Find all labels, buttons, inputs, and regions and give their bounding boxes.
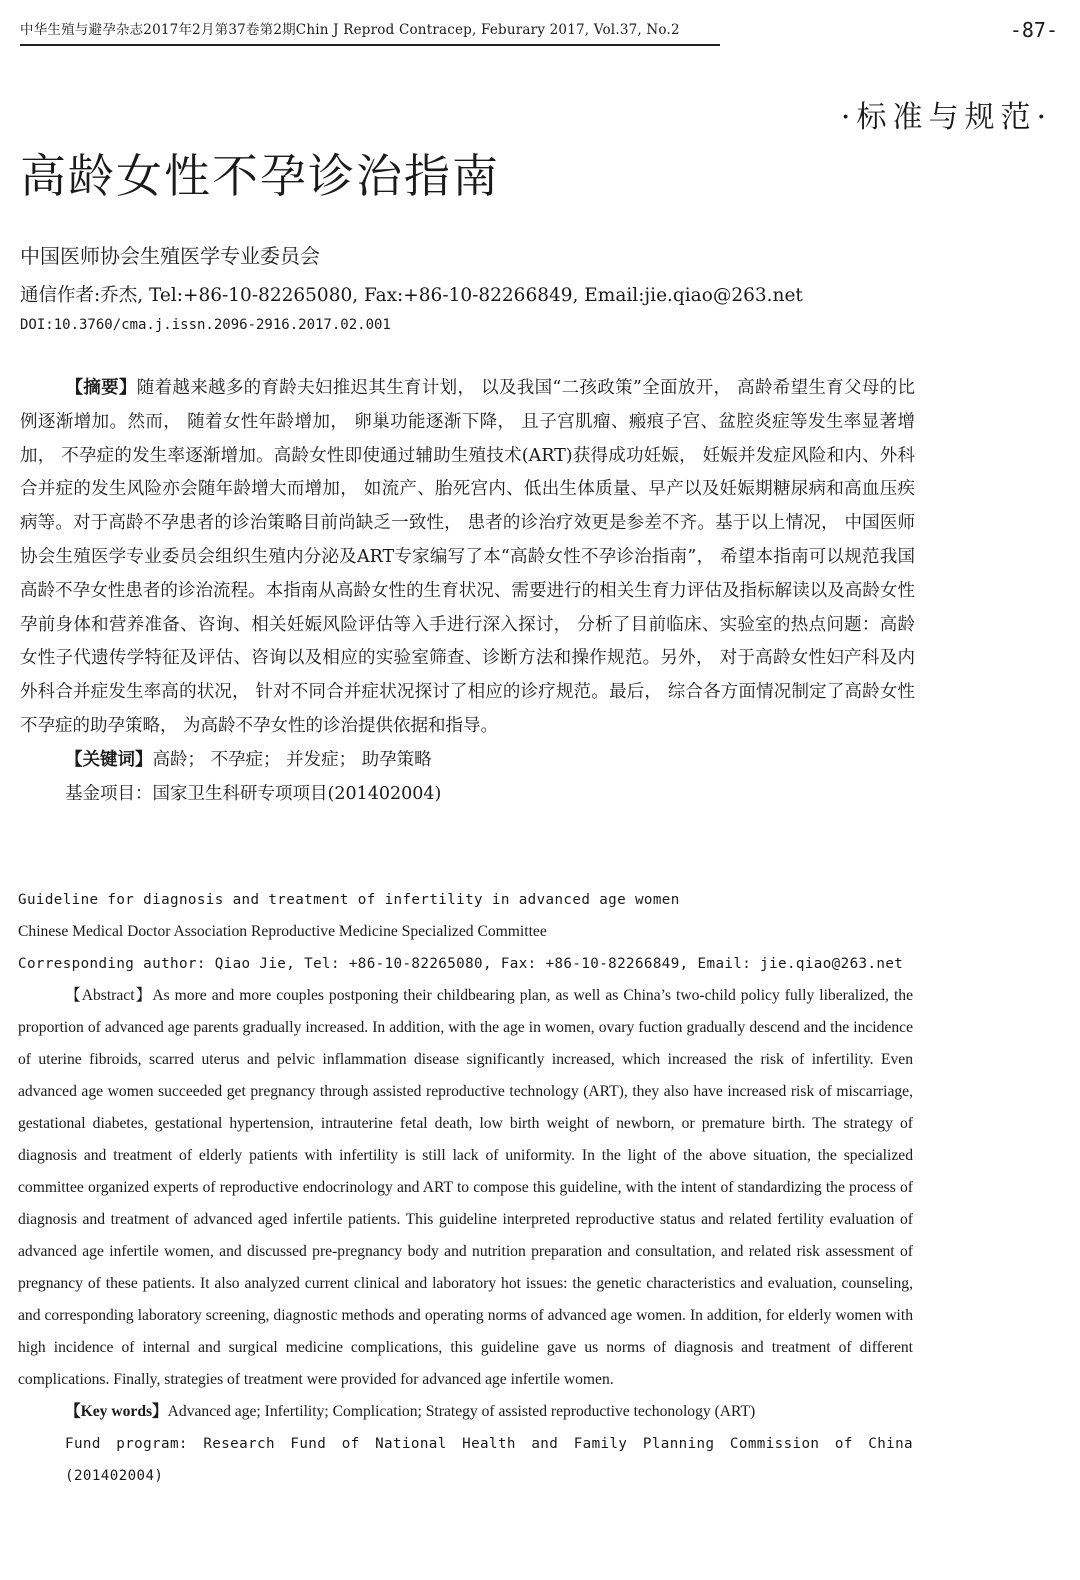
abstract-text: 随着越来越多的育龄夫妇推迟其生育计划， 以及我国“二孩政策”全面放开， 高龄希望生育父母的比例逐渐增加。然而， 随着女性年龄增加， 卵巢功能逐渐下降， 且子宫肌瘤、瘢痕子宫、盆腔炎症等发生率显著增加， 不孕症的发生率逐渐增加。高龄女性即使通过辅助生殖技术(ART)获得成功妊娠， 妊娠并发症风险和内、外科合并症的发生风险亦会随年龄增大而增加， 如流产、胎死宫内、低出生体质量、早产以及妊娠期糖尿病和高血压疾病等。对于高龄不孕患者的诊治策略目前尚缺乏一致性， 患者的诊治疗效更是参差不齐。基于以上情况， 中国医师协会生殖医学专业委员会组织生殖内分泌及ART专家编写了本“高龄女性不孕诊治指南”， 希望本指南可以规范我国高龄不孕女性患者的诊治流程。本指南从高龄女性的生育状况、需要进行的相关生育力评估及指标解读以及高龄女性孕前身体和营养准备、咨询、相关妊娠风险评估等入手进行深入探讨， 分析了目前临床、实验室的热点问题：高龄女性子代遗传学特征及评估、咨询以及相应的实验室筛查、诊断方法和操作规范。另外， 对于高龄女性妇产科及内外科合并症发生率高的状况， 针对不同合并症状况探讨了相应的诊疗规范。最后， 综合各方面情况制定了高龄女性不孕症的助孕策略， 为高龄不孕女性的诊治提供依据和指导。 (20, 378, 916, 736)
chinese-keywords (20, 744, 915, 778)
article-title: 高龄女性不孕诊治指南 (20, 149, 500, 203)
keywords-label: 【关键词】 (65, 749, 153, 770)
english-abstract-label: 【Abstract】 (65, 987, 153, 1004)
fund-label: 基金项目： (65, 783, 153, 804)
author-block (20, 240, 1060, 333)
english-keywords (18, 1396, 913, 1428)
section-tag: ·标准与规范· (840, 100, 1052, 135)
keywords-text: 高龄； 不孕症； 并发症； 助孕策略 (152, 749, 432, 770)
english-keywords-label: 【Key words】 (65, 1403, 168, 1420)
english-fund-text: Research Fund of National Health and Family Planning Commission of China (201402004) (65, 1436, 913, 1484)
english-title: Guideline for diagnosis and treatment of infertility in advanced age women (18, 892, 680, 908)
fund-text: 国家卫生科研专项项目(201402004) (152, 783, 442, 804)
english-corresponding: Corresponding author: Qiao Jie, Tel: +86-10-82265080, Fax: +86-10-82266849, Email: jie.qiao@263.net (18, 956, 904, 972)
english-abstract (18, 980, 913, 1396)
english-abstract-section (18, 884, 913, 1492)
doi: DOI:10.3760/cma.j.issn.2096-2916.2017.02.001 (20, 317, 391, 333)
corresponding-author: 通信作者:乔杰, Tel:+86-10-82265080, Fax:+86-10-82266849, Email:jie.qiao@263.net (20, 285, 803, 306)
english-fund-label: Fund program: (65, 1436, 188, 1452)
english-organization: Chinese Medical Doctor Association Reproductive Medicine Specialized Committee (18, 923, 547, 940)
chinese-abstract (20, 372, 915, 744)
chinese-fund (20, 778, 915, 812)
english-fund (18, 1428, 913, 1492)
english-keywords-text: Advanced age; Infertility; Complication; Strategy of assisted reproductive techonology (ART) (167, 1403, 756, 1420)
english-abstract-text: As more and more couples postponing their childbearing plan, as well as China’s two-child policy fully liberalized, the proportion of advanced age parents gradually increased. In addition, with the age in women, ovary fuction gradually descend and the incidence of uterine fibroids, scarred uterus and pelvic inflammation disease significantly increased, which increased the risk of infertility. Even advanced age women succeeded get pregnancy through assisted reproductive technology (ART), they also have increased risk of miscarriage, gestational diabetes, gestational hypertension, intrauterine fetal death, low birth weight of newborn, or premature birth. The strategy of diagnosis and treatment of elderly patients with infertility is still lack of uniformity. In the light of the above situation, the specialized committee organized experts of reproductive endocrinology and ART to compose this guideline, with the intent of standardizing the process of diagnosis and treatment of advanced aged infertile patients. This guideline interpreted reproductive status and related fertility evaluation of advanced age infertile women, and discussed pre-pregnancy body and nutrition preparation and consultation, and related risk assessment of pregnancy of these patients. It also analyzed current clinical and laboratory hot issues: the genetic characteristics and evaluation, counseling, and corresponding laboratory screening, diagnostic methods and operating norms of advanced age women. In addition, for elderly women with high incidence of internal and surgical medicine complications, this guideline gave us norms of diagnosis and treatment of different complications. Finally, strategies of treatment were provided for advanced age infertile women. (18, 987, 913, 1388)
author-organization: 中国医师协会生殖医学专业委员会 (20, 244, 320, 268)
chinese-abstract-section (20, 372, 915, 811)
journal-header: 中华生殖与避孕杂志2017年2月第37卷第2期Chin J Reprod Contracep, Feburary 2017, Vol.37, No.2 (20, 18, 720, 46)
page-number: -87- (1009, 18, 1058, 42)
abstract-label: 【摘要】 (65, 378, 137, 398)
